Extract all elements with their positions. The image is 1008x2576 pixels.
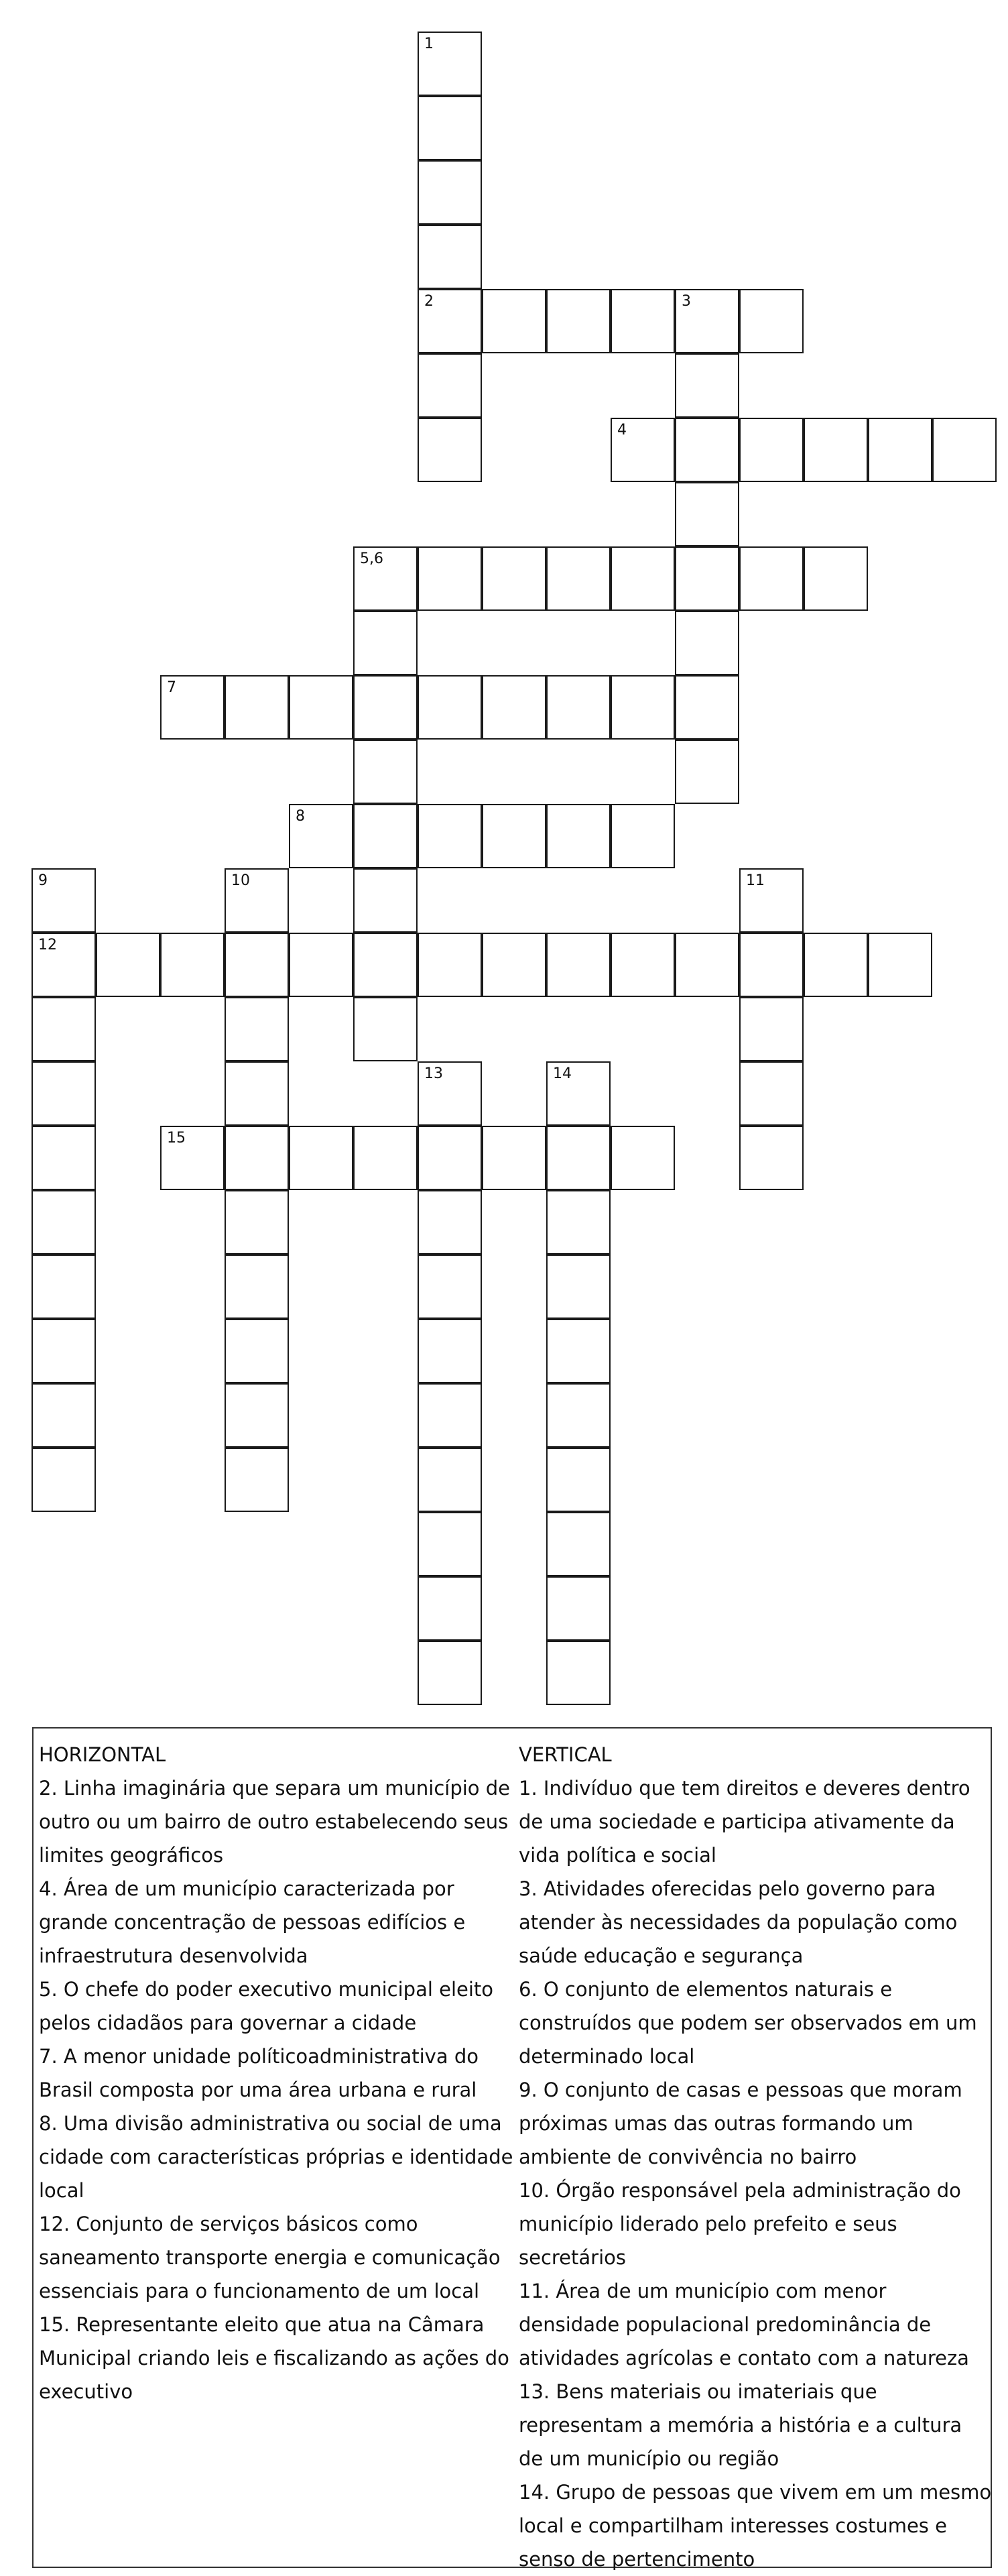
crossword-cell[interactable]: [482, 546, 546, 611]
crossword-cell[interactable]: [32, 1061, 96, 1126]
crossword-cell[interactable]: [418, 1190, 482, 1254]
crossword-cell[interactable]: [675, 611, 739, 675]
crossword-cell[interactable]: [739, 997, 804, 1061]
crossword-cell[interactable]: [482, 1126, 546, 1190]
crossword-cell[interactable]: [418, 804, 482, 868]
crossword-cell[interactable]: [418, 546, 482, 611]
crossword-cell[interactable]: [546, 1641, 611, 1705]
crossword-cell[interactable]: [546, 1061, 611, 1126]
crossword-cell[interactable]: [418, 353, 482, 418]
crossword-cell[interactable]: [353, 933, 418, 997]
crossword-cell[interactable]: [32, 1126, 96, 1190]
crossword-cell[interactable]: [353, 675, 418, 740]
crossword-cell[interactable]: [804, 546, 868, 611]
crossword-cell[interactable]: [739, 868, 804, 933]
clue-vertical-13: 13. Bens materiais ou imateriais que representam a memória a história e a cultura de um município ou região: [519, 2380, 962, 2470]
crossword-cell[interactable]: [611, 289, 675, 353]
clue-horizontal-15: 15. Representante eleito que atua na Câmara Municipal criando leis e fiscalizando as ações do executivo: [39, 2313, 509, 2403]
crossword-cell[interactable]: [225, 1383, 289, 1448]
crossword-cell[interactable]: [225, 933, 289, 997]
clue-number: 8: [296, 808, 305, 825]
crossword-cell[interactable]: [739, 933, 804, 997]
clue-box: [32, 1727, 992, 2571]
clue-number: 7: [167, 679, 176, 696]
crossword-cell[interactable]: [546, 675, 611, 740]
crossword-cell[interactable]: [32, 997, 96, 1061]
clue-number: 1: [424, 36, 434, 52]
crossword-cell[interactable]: [868, 933, 932, 997]
crossword-cell[interactable]: [225, 868, 289, 933]
crossword-cell[interactable]: [225, 997, 289, 1061]
crossword-cell[interactable]: [418, 1319, 482, 1383]
clue-number: 3: [682, 293, 691, 310]
crossword-cell[interactable]: [546, 1576, 611, 1641]
crossword-cell[interactable]: [675, 289, 739, 353]
clue-horizontal-4: 4. Área de um município caracterizada por grande concentração de pessoas edifícios e infraestrutura desenvolvida: [39, 1877, 466, 1967]
crossword-cell[interactable]: [482, 289, 546, 353]
crossword-cell[interactable]: [675, 675, 739, 740]
crossword-cell[interactable]: [739, 1126, 804, 1190]
horizontal-clues: [39, 1738, 515, 2408]
clue-vertical-9: 9. O conjunto de casas e pessoas que moram próximas umas das outras formando um ambiente de convivência no bairro: [519, 2079, 962, 2168]
crossword-cell[interactable]: [32, 868, 96, 933]
clue-horizontal-8: 8. Uma divisão administrativa ou social de uma cidade com características próprias e identidade local: [39, 2112, 513, 2202]
crossword-cell[interactable]: [739, 289, 804, 353]
crossword-cell[interactable]: [675, 482, 739, 546]
crossword-cell[interactable]: [546, 804, 611, 868]
clue-vertical-14: 14. Grupo de pessoas que vivem em um mesmo local e compartilham interesses costumes e senso de pertencimento: [519, 2481, 992, 2571]
crossword-cell[interactable]: [546, 933, 611, 997]
crossword-cell[interactable]: [611, 933, 675, 997]
crossword-cell[interactable]: [353, 1126, 418, 1190]
clue-horizontal-2: 2. Linha imaginária que separa um município de outro ou um bairro de outro estabelecendo seus limites geográficos: [39, 1777, 510, 1867]
crossword-cell[interactable]: [482, 675, 546, 740]
crossword-cell[interactable]: [739, 546, 804, 611]
crossword-cell[interactable]: [804, 418, 868, 482]
crossword-cell[interactable]: [482, 804, 546, 868]
crossword-cell[interactable]: [418, 160, 482, 225]
crossword-cell[interactable]: [482, 933, 546, 997]
crossword-cell[interactable]: [546, 1190, 611, 1254]
clue-number: 9: [38, 872, 48, 889]
crossword-cell[interactable]: [225, 1126, 289, 1190]
crossword-cell[interactable]: [353, 740, 418, 804]
crossword-cell[interactable]: [418, 32, 482, 96]
crossword-cell[interactable]: [160, 675, 225, 740]
crossword-cell[interactable]: [739, 1061, 804, 1126]
crossword-cell[interactable]: [739, 418, 804, 482]
vertical-clues: [519, 1738, 992, 2576]
crossword-cell[interactable]: [418, 675, 482, 740]
clue-vertical-10: 10. Órgão responsável pela administração do município liderado pelo prefeito e seus secretários: [519, 2179, 961, 2269]
vertical-heading: VERTICAL: [519, 1743, 612, 1766]
crossword-cell[interactable]: [932, 418, 997, 482]
crossword-cell[interactable]: [418, 1061, 482, 1126]
crossword-cell[interactable]: [418, 289, 482, 353]
crossword-cell[interactable]: [32, 1254, 96, 1319]
crossword-cell[interactable]: [418, 225, 482, 289]
crossword-cell[interactable]: [675, 353, 739, 418]
crossword-cell[interactable]: [546, 1126, 611, 1190]
crossword-cell[interactable]: [353, 804, 418, 868]
clue-number: 12: [38, 937, 57, 953]
crossword-cell[interactable]: [353, 546, 418, 611]
clue-horizontal-7: 7. A menor unidade políticoadministrativa do Brasil composta por uma área urbana e rural: [39, 2045, 479, 2101]
clue-number: 4: [617, 422, 627, 438]
crossword-cell[interactable]: [96, 933, 160, 997]
crossword-cell[interactable]: [418, 96, 482, 160]
crossword-cell[interactable]: [289, 933, 353, 997]
crossword-cell[interactable]: [546, 289, 611, 353]
crossword-cell[interactable]: [160, 1126, 225, 1190]
crossword-cell[interactable]: [546, 1319, 611, 1383]
crossword-cell[interactable]: [611, 418, 675, 482]
crossword-cell[interactable]: [32, 1383, 96, 1448]
crossword-cell[interactable]: [418, 1448, 482, 1512]
crossword-cell[interactable]: [353, 997, 418, 1061]
crossword-cell[interactable]: [675, 418, 739, 482]
crossword-cell[interactable]: [353, 868, 418, 933]
clue-vertical-1: 1. Indivíduo que tem direitos e deveres dentro de uma sociedade e participa ativamente da vida política e social: [519, 1777, 970, 1867]
crossword-cell[interactable]: [418, 1126, 482, 1190]
crossword-cell[interactable]: [418, 1254, 482, 1319]
crossword-cell[interactable]: [32, 1319, 96, 1383]
crossword-cell[interactable]: [353, 611, 418, 675]
crossword-cell[interactable]: [546, 1512, 611, 1576]
crossword-cell[interactable]: [225, 1448, 289, 1512]
clue-horizontal-12: 12. Conjunto de serviços básicos como saneamento transporte energia e comunicação essenciais para o funcionamento de um local: [39, 2213, 501, 2302]
crossword-cell[interactable]: [289, 675, 353, 740]
crossword-cell[interactable]: [418, 1576, 482, 1641]
clue-horizontal-5: 5. O chefe do poder executivo municipal eleito pelos cidadãos para governar a cidade: [39, 1978, 494, 2034]
crossword-cell[interactable]: [611, 675, 675, 740]
crossword-cell[interactable]: [32, 1190, 96, 1254]
clue-number: 5,6: [360, 550, 383, 567]
crossword-cell[interactable]: [225, 1254, 289, 1319]
crossword-cell[interactable]: [611, 804, 675, 868]
crossword-cell[interactable]: [160, 933, 225, 997]
crossword-cell[interactable]: [289, 804, 353, 868]
crossword-cell[interactable]: [675, 546, 739, 611]
clue-vertical-11: 11. Área de um município com menor densidade populacional predominância de atividades agrícolas e contato com a natureza: [519, 2280, 969, 2369]
clue-number: 13: [424, 1065, 443, 1082]
crossword-cell[interactable]: [675, 933, 739, 997]
crossword-cell[interactable]: [804, 933, 868, 997]
crossword-cell[interactable]: [546, 546, 611, 611]
crossword-cell[interactable]: [225, 1061, 289, 1126]
clue-number: 15: [167, 1130, 186, 1147]
clue-number: 10: [231, 872, 250, 889]
clue-vertical-6: 6. O conjunto de elementos naturais e construídos que podem ser observados em um determinado local: [519, 1978, 977, 2068]
horizontal-heading: HORIZONTAL: [39, 1743, 166, 1766]
crossword-cell[interactable]: [611, 1126, 675, 1190]
clue-number: 2: [424, 293, 434, 310]
crossword-cell[interactable]: [418, 1641, 482, 1705]
crossword-cell[interactable]: [225, 675, 289, 740]
crossword-cell[interactable]: [868, 418, 932, 482]
clue-vertical-3: 3. Atividades oferecidas pelo governo para atender às necessidades da população como saúde educação e segurança: [519, 1877, 958, 1967]
crossword-cell[interactable]: [289, 1126, 353, 1190]
crossword-cell[interactable]: [225, 1319, 289, 1383]
crossword-cell[interactable]: [418, 1512, 482, 1576]
crossword-cell[interactable]: [546, 1383, 611, 1448]
crossword-cell[interactable]: [675, 740, 739, 804]
crossword-cell[interactable]: [418, 1383, 482, 1448]
crossword-cell[interactable]: [546, 1254, 611, 1319]
crossword-cell[interactable]: [32, 1448, 96, 1512]
crossword-cell[interactable]: [418, 418, 482, 482]
crossword-cell[interactable]: [611, 546, 675, 611]
crossword-cell[interactable]: [546, 1448, 611, 1512]
clue-number: 14: [553, 1065, 572, 1082]
clue-number: 11: [746, 872, 765, 889]
crossword-cell[interactable]: [225, 1190, 289, 1254]
crossword-cell[interactable]: [32, 933, 96, 997]
crossword-cell[interactable]: [418, 933, 482, 997]
